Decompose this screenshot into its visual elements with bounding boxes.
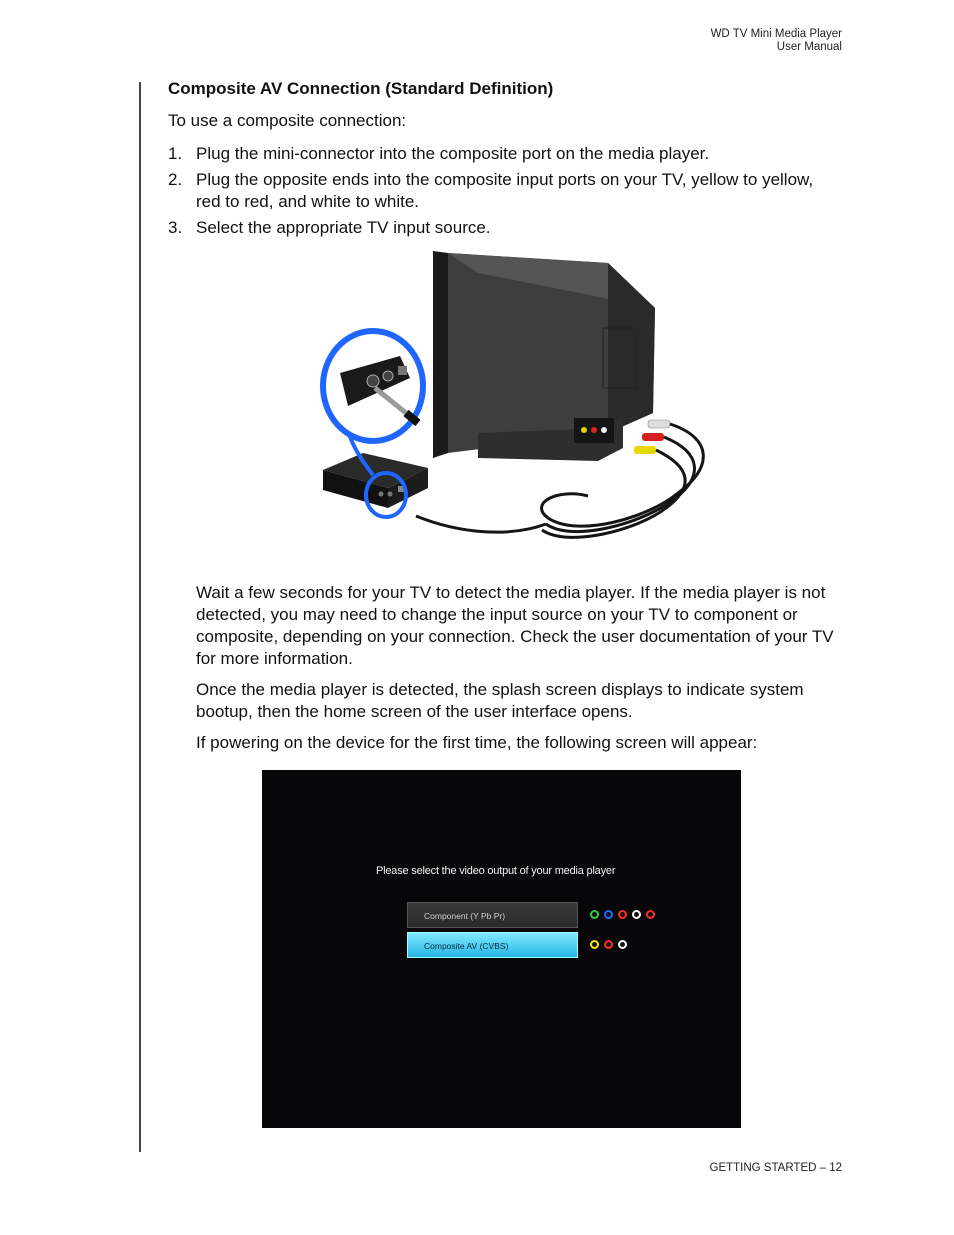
step-list (168, 143, 818, 243)
step-number: 1. (168, 144, 183, 163)
first-time-paragraph: If powering on the device for the first time, the following screen will appear: (196, 733, 758, 752)
margin-rule (139, 82, 141, 1152)
media-player-illustration (323, 453, 428, 508)
splash-paragraph: Once the media player is detected, the splash screen displays to indicate system bootup, then the home screen of the user interface opens. (196, 680, 804, 721)
jack-dot-icon (618, 910, 627, 919)
step-number: 3. (168, 218, 183, 237)
jack-dot-icon (590, 910, 599, 919)
jack-dot-icon (604, 940, 613, 949)
option-component[interactable]: Component (Y Pb Pr) (407, 902, 578, 928)
connection-illustration (318, 248, 718, 560)
jack-dot-icon (632, 910, 641, 919)
page-footer: GETTING STARTED – 12 (709, 1162, 842, 1174)
screen-prompt: Please select the video output of your media player (376, 865, 616, 877)
step-text: Plug the mini-connector into the composite port on the media player. (196, 144, 710, 163)
intro-text: To use a composite connection: (168, 111, 407, 130)
jack-dot-icon (590, 940, 599, 949)
jack-dot-icon (646, 910, 655, 919)
section-title: Composite AV Connection (Standard Definition) (168, 79, 554, 98)
step-item (168, 143, 818, 165)
video-output-screen (262, 770, 741, 1128)
header-doc-type: User Manual (776, 41, 842, 53)
tv-illustration (433, 251, 655, 461)
jack-dot-icon (618, 940, 627, 949)
step-text: Plug the opposite ends into the composite input ports on your TV, yellow to yellow, red to red, and white to white. (196, 170, 814, 211)
step-text: Select the appropriate TV input source. (196, 218, 491, 237)
header-product: WD TV Mini Media Player (710, 28, 842, 40)
detect-paragraph: Wait a few seconds for your TV to detect the media player. If the media player is not detected, you may need to change the input source on your TV to component or composite, depending on your connection. Check the user documentation of your TV for more information. (196, 583, 834, 668)
page-header (711, 28, 842, 54)
jack-dot-icon (604, 910, 613, 919)
option-composite-selected[interactable]: Composite AV (CVBS) (407, 932, 578, 958)
step-item (168, 169, 818, 213)
component-jacks (590, 910, 655, 919)
step-item (168, 217, 818, 239)
composite-jacks (590, 940, 627, 949)
step-number: 2. (168, 170, 183, 189)
